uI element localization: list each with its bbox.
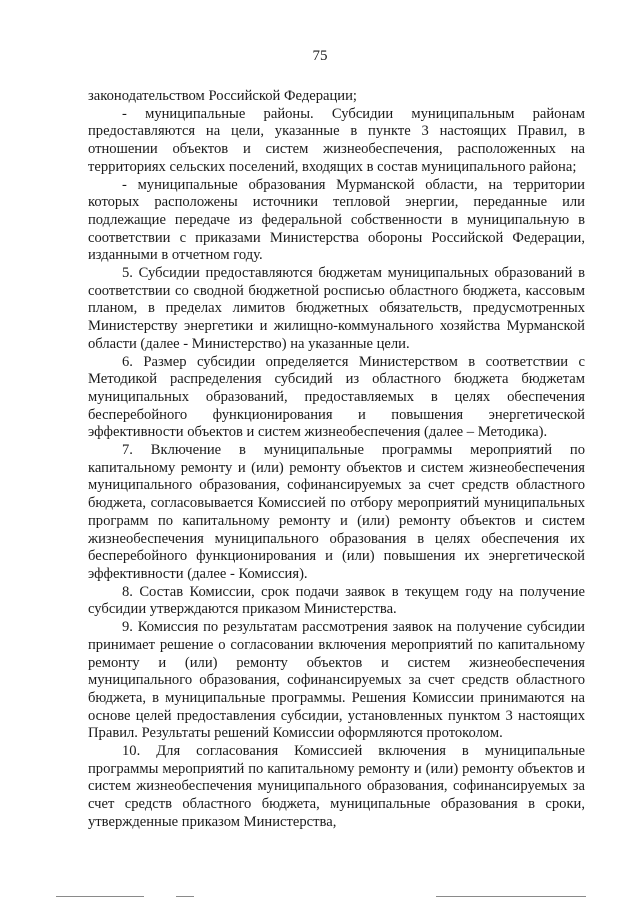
paragraph-clause-10: 10. Для согласования Комиссией включения в муниципальные программы мероприятий по капитальному ремонту и (или) ремонту объектов и систем жизнеобеспечения муниципального образования, софинансируемых за счет средств областного бюджета, муниципальные образования в сроки, утвержденные приказом Министерства, [88,743,585,830]
paragraph-continuation: законодательством Российской Федерации; [88,88,357,104]
scan-artifact-line [436,896,586,897]
paragraph-municipal-districts: - муниципальные районы. Субсидии муниципальным районам предоставляются на цели, указанные в пункте 3 настоящих Правил, в отношении объектов и систем жизнеобеспечения, расположенных на территориях сельских поселений, входящих в состав муниципального района; [88,105,585,175]
paragraph-clause-8: 8. Состав Комиссии, срок подачи заявок в текущем году на получение субсидии утверждаются приказом Министерства. [88,583,585,618]
page-number: 75 [312,48,328,64]
scan-artifact-line [56,896,144,897]
paragraph-clause-9: 9. Комиссия по результатам рассмотрения заявок на получение субсидии принимает решение о согласовании включения мероприятий по капитальному ремонту и (или) ремонту объектов и систем жизнеобеспечения муниципального образования, софинансируемых за счет средств областного бюджета, в муниципальные программы. Решения Комиссии принимаются на основе целей предоставления субсидии, установленных пунктом 3 настоящих Правил. Результаты решений Комиссии оформляются протоколом. [88,619,585,742]
document-body [88,88,585,832]
paragraph-clause-6: 6. Размер субсидии определяется Министерством в соответствии с Методикой распределения субсидий из областного бюджета бюджетам муниципальных образований, предоставляемых в целях обеспечения бесперебойного функционирования и повышения энергетической эффективности объектов и систем жизнеобеспечения (далее – Методика). [88,353,585,441]
scan-artifact-line [176,896,194,897]
paragraph-clause-5: 5. Субсидии предоставляются бюджетам муниципальных образований в соответствии со сводной бюджетной росписью областного бюджета, кассовым планом, в пределах лимитов бюджетных обязательств, предусмотренных Министерству энергетики и жилищно-коммунального хозяйства Мурманской области (далее - Министерство) на указанные цели. [88,265,585,352]
paragraph-murmansk-municipalities: - муниципальные образования Мурманской области, на территории которых расположены источники тепловой энергии, переданные или подлежащие передаче из федеральной собственности в муниципальную в соответствии с приказами Министерства обороны Российской Федерации, изданными в отчетном году. [88,176,585,264]
paragraph-clause-7: 7. Включение в муниципальные программы мероприятий по капитальному ремонту и (или) ремонту объектов и систем жизнеобеспечения муниципального образования, софинансируемых за счет средств областного бюджета, согласовывается Комиссией по отбору мероприятий муниципальных программ по капитальному ремонту и (или) ремонту объектов и систем жизнеобеспечения муниципального образования в целях обеспечения их бесперебойного функционирования и (или) повышения их энергетической эффективности (далее - Комиссия). [88,442,585,582]
